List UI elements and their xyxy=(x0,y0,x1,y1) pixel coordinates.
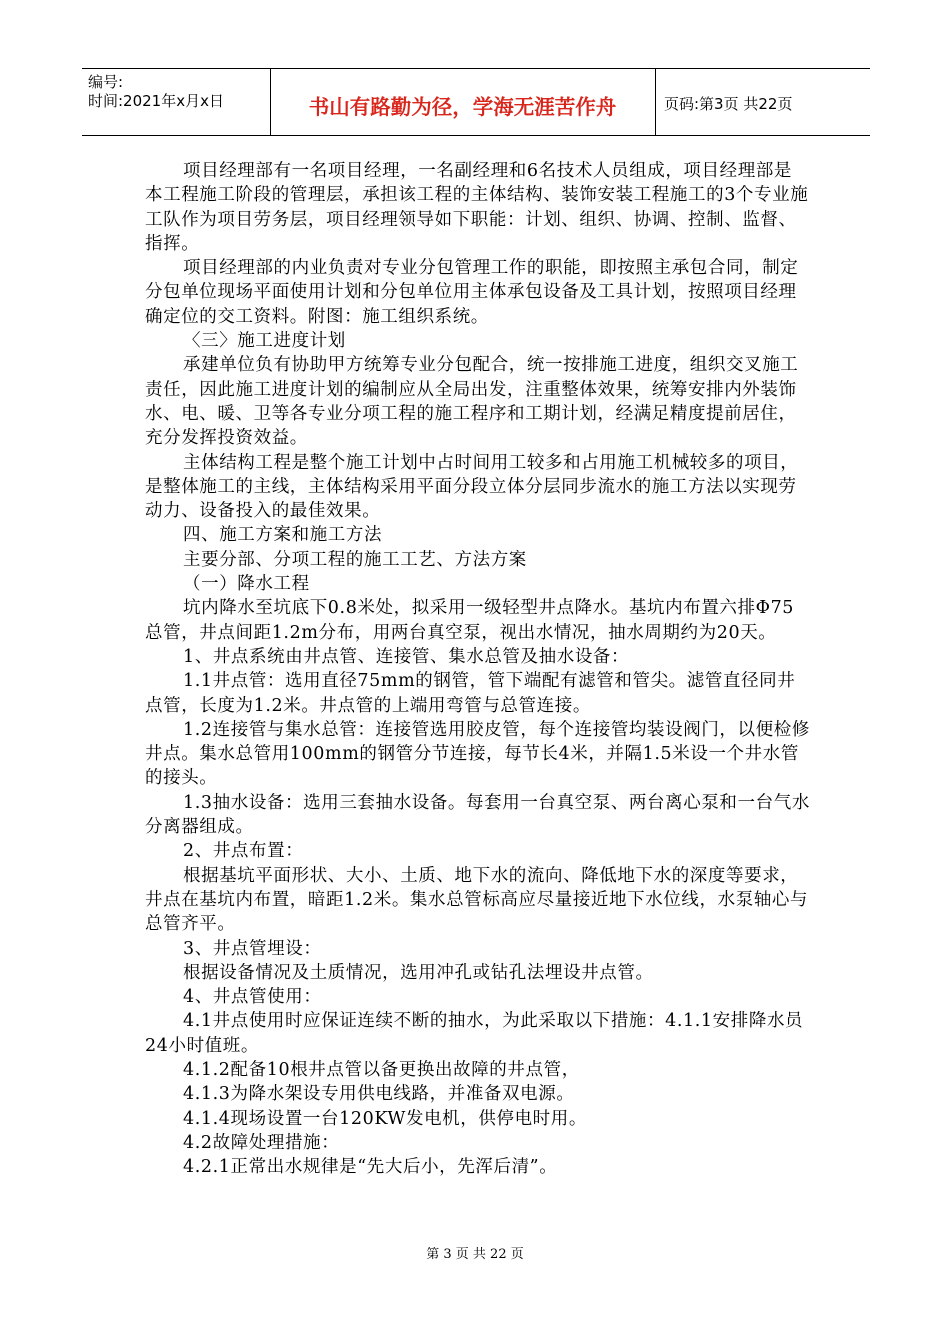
header-divider-right xyxy=(655,68,656,136)
list-item: 4.1.3为降水架设专用供电线路，并准备双电源。 xyxy=(183,1084,575,1105)
paragraph: 根据设备情况及土质情况，选用冲孔或钻孔法埋设井点管。 xyxy=(183,962,654,983)
section-heading: 〈三〉施工进度计划 xyxy=(183,331,346,352)
paragraph: 坑内降水至坑底下0.8米处，拟采用一级轻型井点降水。基坑内布置六排Φ75总管，井点间距1.2m分布，用两台真空泵，视出水情况，抽水周期约为20天。 xyxy=(145,598,795,643)
list-item: 4.1.2配备10根井点管以备更换出故障的井点管， xyxy=(183,1059,580,1080)
document-number-label: 编号: xyxy=(88,73,124,91)
list-item: 4.1井点使用时应保证连续不断的抽水，为此采取以下措施：4.1.1安排降水员24小时值班。 xyxy=(145,1011,804,1056)
list-item: 4.2故障处理措施： xyxy=(183,1132,340,1153)
list-item: 1.2连接管与集水总管：连接管选用胶皮管，每个连接管均装设阀门，以便检修井点。集水总管用100mm的钢管分节连接，每节长4米，并隔1.5米设一个井水管的接头。 xyxy=(145,719,810,789)
list-item: 2、井点布置： xyxy=(183,841,304,862)
list-item: 4、井点管使用： xyxy=(183,987,322,1008)
paragraph: 项目经理部有一名项目经理，一名副经理和6名技术人员组成，项目经理部是本工程施工阶段的管理层，承担该工程的主体结构、装饰安装工程施工的3个专业施工队作为项目劳务层，项目经理领导如下职能：计划、组织、协调、控制、监督、指挥。 xyxy=(145,161,809,254)
document-body xyxy=(145,159,810,1179)
header-top-rule xyxy=(82,68,870,69)
paragraph: 主要分部、分项工程的施工工艺、方法方案 xyxy=(183,549,527,570)
list-item: 4.2.1正常出水规律是“先大后小，先浑后清”。 xyxy=(183,1157,558,1178)
list-item: 3、井点管埋设： xyxy=(183,938,322,959)
header-motto: 书山有路勤为径，学海无涯苦作舟 xyxy=(308,95,617,119)
paragraph: 根据基坑平面形状、大小、土质、地下水的流向、降低地下水的深度等要求，井点在基坑内布置，暗距1.2米。集水总管标高应尽量接近地下水位线，水泵轴心与总管齐平。 xyxy=(145,865,809,935)
section-heading: （一）降水工程 xyxy=(183,574,310,595)
list-item: 1.1井点管：选用直径75mm的钢管，管下端配有滤管和管尖。滤管直径同井点管，长度为1.2米。井点管的上端用弯管与总管连接。 xyxy=(145,671,796,716)
list-item: 4.1.4现场设置一台120KW发电机，供停电时用。 xyxy=(183,1108,587,1129)
page-indicator: 页码:第3页 共22页 xyxy=(664,95,793,113)
paragraph: 主体结构工程是整个施工计划中占时间用工较多和占用施工机械较多的项目，是整体施工的主线，主体结构采用平面分段立体分层同步流水的施工方法以实现劳动力、设备投入的最佳效果。 xyxy=(145,452,799,522)
page-footer: 第 3 页 共 22 页 xyxy=(426,1247,524,1262)
section-heading: 四、施工方案和施工方法 xyxy=(183,525,383,546)
paragraph: 项目经理部的内业负责对专业分包管理工作的职能，即按照主承包合同，制定分包单位现场平面使用计划和分包单位用主体承包设备及工具计划，按照项目经理确定位的交工资料。附图：施工组织系统。 xyxy=(145,258,799,327)
header-bottom-rule xyxy=(82,135,870,136)
paragraph: 承建单位负有协助甲方统筹专业分包配合，统一按排施工进度，组织交叉施工责任，因此施工进度计划的编制应从全局出发，注重整体效果，统筹安排内外装饰水、电、暖、卫等各专业分项工程的施工程序和工期计划，经满足精度提前居住，充分发挥投资效益。 xyxy=(145,355,799,449)
document-time-label: 时间:2021年x月x日 xyxy=(88,92,224,110)
list-item: 1、井点系统由井点管、连接管、集水总管及抽水设备： xyxy=(183,646,630,667)
list-item: 1.3抽水设备：选用三套抽水设备。每套用一台真空泵、两台离心泵和一台气水分离器组成。 xyxy=(145,792,810,838)
